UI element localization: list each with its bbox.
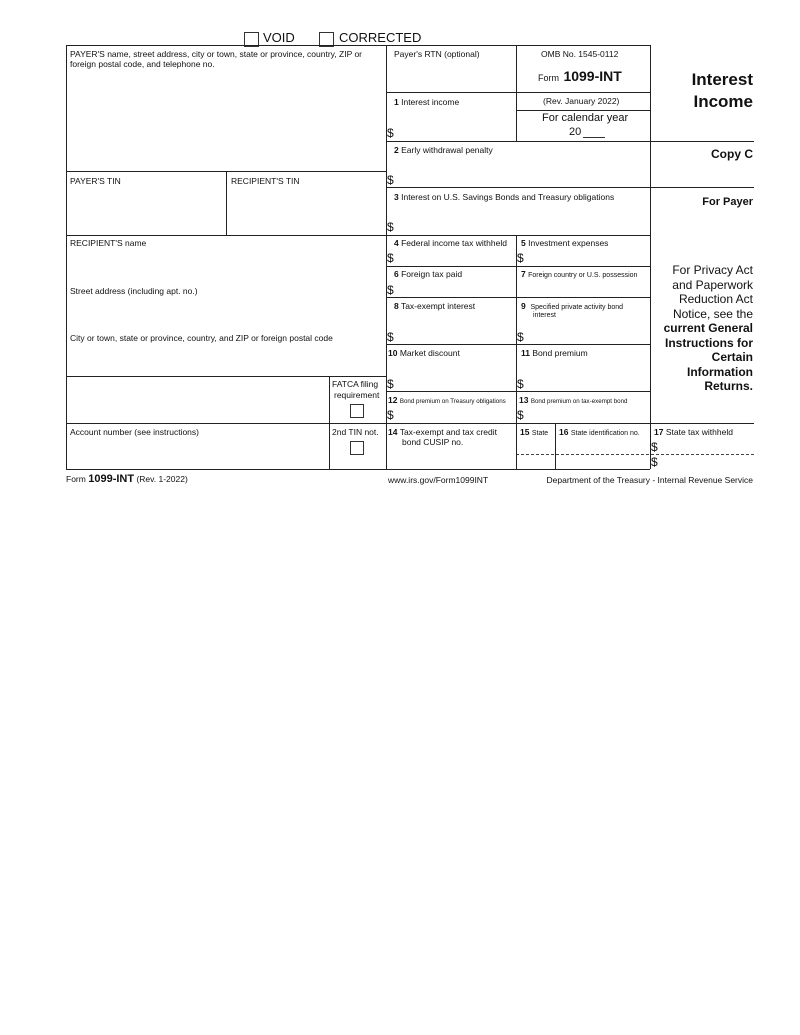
box14-label: 14 Tax-exempt and tax credit: [388, 427, 498, 437]
box3-label: 3 Interest on U.S. Savings Bonds and Treasury obligations: [394, 192, 615, 202]
box11-dollar: $: [517, 377, 524, 391]
privacy-line5: current General: [663, 321, 753, 335]
privacy-notice: [664, 263, 753, 394]
footer-form-number: 1099-INT: [88, 473, 135, 485]
privacy-line7: Certain: [711, 350, 753, 364]
box5-dollar: $: [517, 251, 524, 265]
box12-dollar: $: [387, 408, 394, 422]
corrected-label: CORRECTED: [339, 30, 422, 45]
box2-label: 2 Early withdrawal penalty: [394, 145, 493, 155]
privacy-line9: Returns.: [704, 379, 753, 393]
title-line2: Income: [693, 92, 753, 111]
box5-label: 5 Investment expenses: [521, 238, 609, 248]
copy-label: Copy C: [711, 147, 753, 161]
fatca-checkbox[interactable]: [350, 404, 364, 418]
box1-label: 1 Interest income: [394, 97, 460, 107]
account-number-label: Account number (see instructions): [70, 427, 199, 437]
payer-info-label: PAYER'S name, street address, city or town, state or province, country, ZIP or foreign postal code, and telephone no.: [70, 49, 363, 69]
box12-label: 12 Bond premium on Treasury obligations: [388, 395, 506, 405]
box10-label: 10 Market discount: [388, 348, 460, 358]
box10-dollar: $: [387, 377, 394, 391]
box2-dollar: $: [387, 173, 394, 187]
omb-number: OMB No. 1545-0112: [541, 49, 619, 59]
second-tin-checkbox[interactable]: [350, 441, 364, 455]
box6-label: 6 Foreign tax paid: [394, 269, 463, 279]
payer-tin-label: PAYER'S TIN: [70, 176, 121, 186]
box17-dollar-2: $: [651, 455, 658, 469]
box17-dollar-1: $: [651, 440, 658, 454]
box8-label: 8 Tax-exempt interest: [394, 301, 476, 311]
box9-label: 9 Specified private activity bond: [521, 301, 624, 311]
box13-label: 13 Bond premium on tax-exempt bond: [519, 395, 628, 405]
box9-dollar: $: [517, 330, 524, 344]
fatca-label-line1: FATCA filing: [332, 379, 379, 389]
box4-dollar: $: [387, 251, 394, 265]
box11-label: 11 Bond premium: [521, 348, 588, 358]
box16-label: 16 State identification no.: [559, 427, 640, 437]
second-tin-label: 2nd TIN not.: [332, 427, 379, 437]
box1-dollar: $: [387, 126, 394, 140]
year-blank[interactable]: [583, 137, 605, 138]
box4-label: 4 Federal income tax withheld: [394, 238, 507, 248]
footer-url[interactable]: www.irs.gov/Form1099INT: [388, 475, 489, 485]
void-label: VOID: [263, 30, 295, 45]
recipient-name-label: RECIPIENT'S name: [70, 238, 147, 248]
form-id: [538, 68, 622, 86]
payer-rtn-label: Payer's RTN (optional): [394, 49, 480, 59]
box3-dollar: $: [387, 220, 394, 234]
recipient-tin-label: RECIPIENT'S TIN: [231, 176, 300, 186]
box9-label-line2: interest: [533, 312, 556, 319]
box14-label-line2: bond CUSIP no.: [402, 437, 464, 447]
revision-label: (Rev. January 2022): [543, 96, 620, 106]
privacy-line4: Notice, see the: [672, 306, 753, 321]
footer-form-prefix: Form: [66, 474, 86, 484]
footer-department: Department of the Treasury - Internal Revenue Service: [546, 475, 753, 485]
privacy-line6: Instructions for: [664, 335, 753, 350]
for-payer-label: For Payer: [702, 196, 753, 208]
box15-label: 15 State: [520, 427, 549, 437]
city-label: City or town, state or province, country, and ZIP or foreign postal code: [70, 333, 333, 343]
calendar-year-label: For calendar year: [542, 112, 629, 124]
box13-dollar: $: [517, 408, 524, 422]
privacy-line8: Information: [687, 364, 753, 379]
footer-rev: (Rev. 1-2022): [136, 474, 188, 484]
street-address-label: Street address (including apt. no.): [70, 286, 198, 296]
year-prefix: 20: [569, 126, 582, 138]
box8-dollar: $: [387, 330, 394, 344]
footer-form-id: [66, 473, 188, 485]
title-line1: Interest: [691, 70, 753, 89]
box17-label: 17 State tax withheld: [654, 427, 733, 437]
box6-dollar: $: [387, 283, 394, 297]
box7-label: 7 Foreign country or U.S. possession: [521, 269, 638, 279]
fatca-label-line2: requirement: [334, 390, 380, 400]
privacy-line2: and Paperwork: [672, 277, 753, 292]
form-prefix: Form: [538, 73, 559, 83]
privacy-line1: For Privacy Act: [672, 263, 753, 277]
form-number: 1099-INT: [563, 68, 622, 84]
privacy-line3: Reduction Act: [678, 292, 753, 306]
